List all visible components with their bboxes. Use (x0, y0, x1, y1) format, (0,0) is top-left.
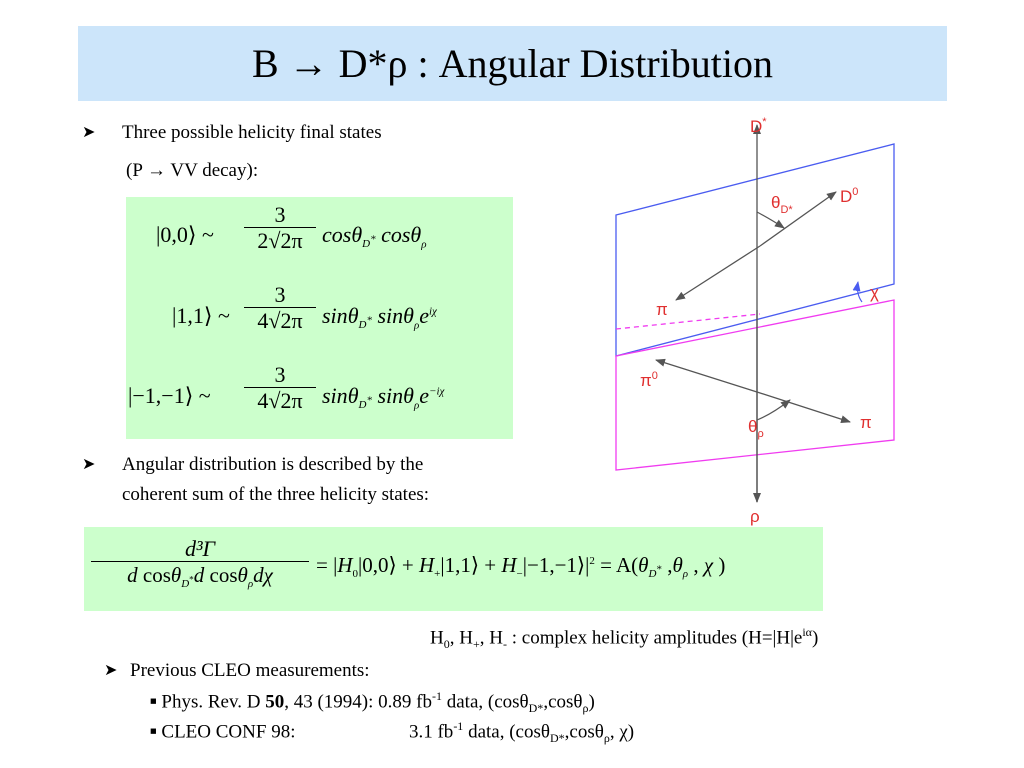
amplitude-symbol: A (616, 553, 632, 577)
bullet-text: Three possible helicity final states (122, 122, 382, 143)
amplitudes-note: $H_0$, $H_+$, $H_-$ : complex helicity amplitudes $(H=|H|e^{i\alpha})$ (430, 625, 819, 652)
equation-m1-m1 (126, 359, 511, 439)
label-chi: χ (870, 283, 879, 302)
intersection-dashed-line (616, 314, 760, 329)
phase-exponent: iα (802, 625, 812, 639)
fraction (244, 203, 316, 254)
label-rho: ρ (750, 507, 760, 526)
theta-rho-arc (757, 400, 790, 420)
label-pi-upper: π (656, 300, 668, 319)
bullet-angular-distribution (82, 450, 429, 510)
differential-fraction (90, 537, 310, 597)
fraction-numerator: d³Γ (184, 536, 216, 561)
bullet-text-line1: Angular distribution is described by the (122, 454, 424, 475)
fraction-numerator: 3 (274, 362, 286, 387)
bullet-arrow-icon: ➤ (82, 124, 96, 141)
fraction-denominator: 4√2π (257, 308, 303, 333)
fraction-denominator: d cosθ$_{D^*}$d cosθ$_\rho$dχ (127, 563, 273, 591)
ket-m1-m1: |−1,−1⟩ ~ (128, 383, 211, 408)
helicity-equations-box (126, 197, 513, 439)
fraction-numerator: 3 (274, 202, 286, 227)
volume-number: 50 (265, 691, 285, 713)
upper-decay-plane (616, 144, 894, 356)
pi0-momentum (656, 360, 757, 392)
fraction (244, 363, 316, 414)
page-title: B → D*ρ : Angular Distribution (251, 41, 774, 86)
fraction (244, 283, 316, 334)
label-d0: $D^0$ (840, 186, 859, 206)
distribution-equation-box (84, 527, 823, 611)
title-banner (78, 26, 947, 101)
label-pi0: $\pi^0$ (640, 370, 658, 390)
bullet-text-line2: coherent sum of the three helicity states: (122, 484, 430, 505)
bullet-arrow-icon: ➤ (104, 662, 118, 679)
pi-momentum-upper (676, 246, 760, 300)
equation-0-0 (126, 197, 511, 277)
fraction-denominator: 2√2π (257, 228, 303, 253)
trig-expression: cosθ$_{D^*}$ cosθ$_\rho$ (322, 222, 427, 251)
square-bullet-icon: ■ (150, 695, 157, 708)
decay-type: (P → VV decay): (126, 160, 259, 181)
bullet-helicity-states (82, 118, 382, 148)
bullet-arrow-icon: ➤ (82, 456, 96, 473)
reference-cleo-conf: ■ CLEO CONF 98: 3.1 $fb^{-1}$ data, (cosθ$_{D*}$,cosθ$_\rho$, χ) (150, 719, 635, 746)
equation-1-1 (126, 279, 511, 359)
amplitude-sum: = $|H_0|0,0⟩$ + $H_+|1,1⟩$ + $H_-|-1,-1⟩|^2 = A(\theta_{D^*}$ $,\theta_\rho$ , χ ) (316, 553, 726, 581)
bullet-text: Previous CLEO measurements: (130, 660, 370, 681)
ket-0-0: |0,0⟩ ~ (156, 222, 214, 247)
trig-expression: sinθ$_{D^*}$ $\sin\theta_\rho e^{-i\chi}$ (322, 383, 445, 412)
pi-momentum-lower (757, 392, 850, 422)
label-theta-rho: $\theta_\rho$ (748, 417, 764, 440)
decay-plane-diagram (600, 110, 910, 530)
bullet-cleo-measurements (104, 656, 370, 686)
fraction-numerator: 3 (274, 282, 286, 307)
label-pi-lower: π (860, 413, 872, 432)
square-bullet-icon: ■ (150, 725, 157, 738)
label-d-star: D* (750, 116, 767, 136)
fraction-denominator: 4√2π (257, 388, 303, 413)
trig-expression: sinθ$_{D^*}$ $\sin\theta_\rho e^{i\chi}$ (322, 303, 437, 332)
lower-decay-plane (616, 300, 894, 470)
label-theta-d: $\theta_{D*}$ (771, 193, 793, 216)
reference-prd: ■ Phys. Rev. D 50, 43 (1994): 0.89 $fb^{-1}$ data, (cosθ$_{D*}$,cosθ$_\rho$) (150, 689, 595, 716)
ket-1-1: |1,1⟩ ~ (172, 303, 230, 328)
